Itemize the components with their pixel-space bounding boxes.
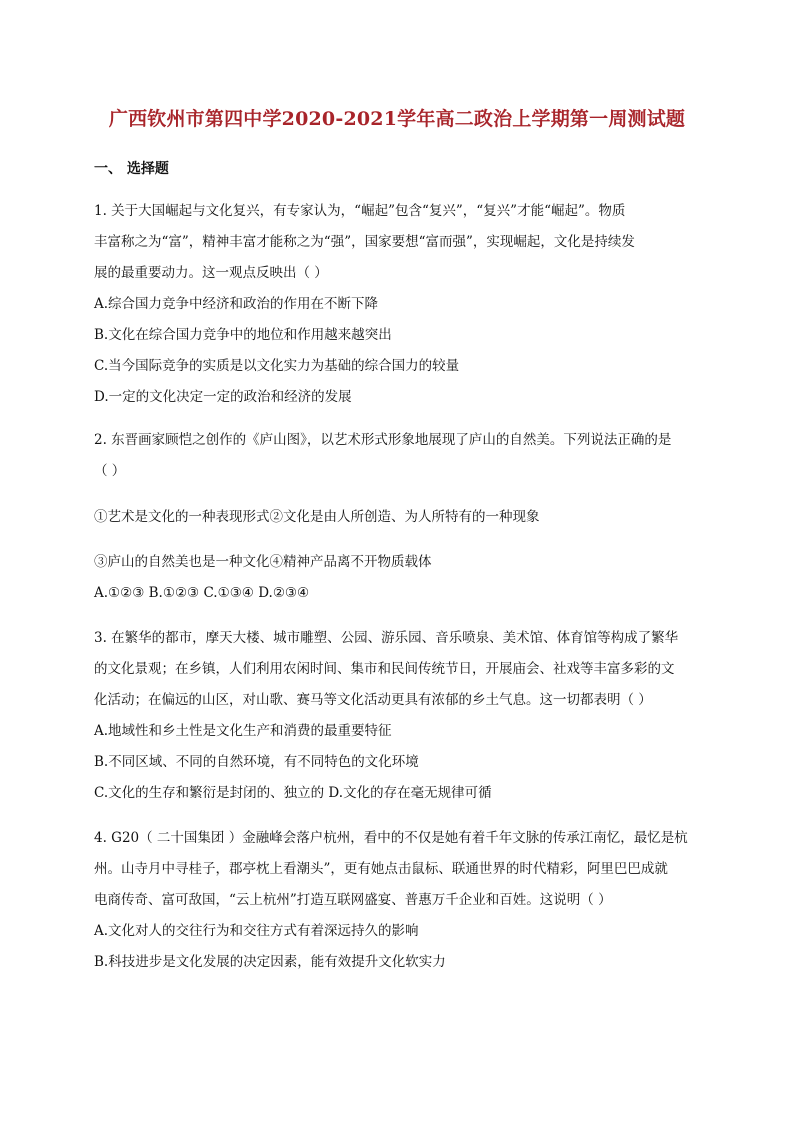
question-4-option-a: A.文化对人的交往行为和交往方式有着深远持久的影响 xyxy=(94,923,419,939)
question-2-statement-2: ③庐山的自然美也是一种文化④精神产品离不开物质载体 xyxy=(94,554,432,570)
document-title: 广西钦州市第四中学2020-2021学年高二政治上学期第一周测试题 xyxy=(108,108,686,130)
question-2-statement-1: ①艺术是文化的一种表现形式②文化是由人所创造、为人所特有的一种现象 xyxy=(94,509,540,525)
question-3-option-b: B.不同区域、不同的自然环境，有不同特色的文化环境 xyxy=(94,754,419,770)
question-2-line-1: 2. 东晋画家顾恺之创作的《庐山图》，以艺术形式形象地展现了庐山的自然美。下列说法正确的是 xyxy=(94,432,672,448)
question-4-line-2: 州。山寺月中寻桂子，郡亭枕上看潮头”，更有她点击鼠标、联通世界的时代精彩，阿里巴巴成就 xyxy=(94,861,668,877)
question-4-line-1: 4. G20（ 二十国集团 ）金融峰会落户杭州，看中的不仅是她有着千年文脉的传承江南忆，最忆是杭 xyxy=(94,830,688,846)
question-3-line-2: 的文化景观；在乡镇，人们利用农闲时间、集市和民间传统节日，开展庙会、社戏等丰富多彩的文 xyxy=(94,661,675,677)
question-4-option-b: B.科技进步是文化发展的决定因素，能有效提升文化软实力 xyxy=(94,954,446,970)
question-1-line-3: 展的最重要动力。这一观点反映出（ ） xyxy=(94,265,328,281)
question-2-options: A.①②③ B.①②③ C.①③④ D.②③④ xyxy=(94,585,310,601)
question-1-option-d: D.一定的文化决定一定的政治和经济的发展 xyxy=(94,389,352,405)
question-1-option-b: B.文化在综合国力竞争中的地位和作用越来越突出 xyxy=(94,327,392,343)
question-3-option-c-d: C.文化的生存和繁衍是封闭的、独立的 D.文化的存在毫无规律可循 xyxy=(94,785,492,801)
question-1-line-1: 1. 关于大国崛起与文化复兴，有专家认为，“崛起”包含“复兴”，“复兴”才能“崛起”。物质 xyxy=(94,203,626,219)
question-2-line-2: （ ） xyxy=(94,463,126,479)
question-3-option-a: A.地域性和乡土性是文化生产和消费的最重要特征 xyxy=(94,723,392,739)
question-3-line-1: 3. 在繁华的都市，摩天大楼、城市雕塑、公园、游乐园、音乐喷泉、美术馆、体育馆等构成了繁华 xyxy=(94,630,679,646)
question-1-line-2: 丰富称之为“富”，精神丰富才能称之为“强”，国家要想“富而强”，实现崛起，文化是持续发 xyxy=(94,234,635,250)
question-3-line-3: 化活动；在偏远的山区，对山歌、赛马等文化活动更具有浓郁的乡土气息。这一切都表明（ ） xyxy=(94,692,652,708)
question-1-option-c: C.当今国际竞争的实质是以文化实力为基础的综合国力的较量 xyxy=(94,358,460,374)
section-heading: 一、 选择题 xyxy=(94,161,169,177)
question-4-line-3: 电商传奇、富可敌国，“云上杭州”打造互联网盛宴、普惠万千企业和百姓。这说明（ ） xyxy=(94,892,612,908)
question-1-option-a: A.综合国力竞争中经济和政治的作用在不断下降 xyxy=(94,296,379,312)
